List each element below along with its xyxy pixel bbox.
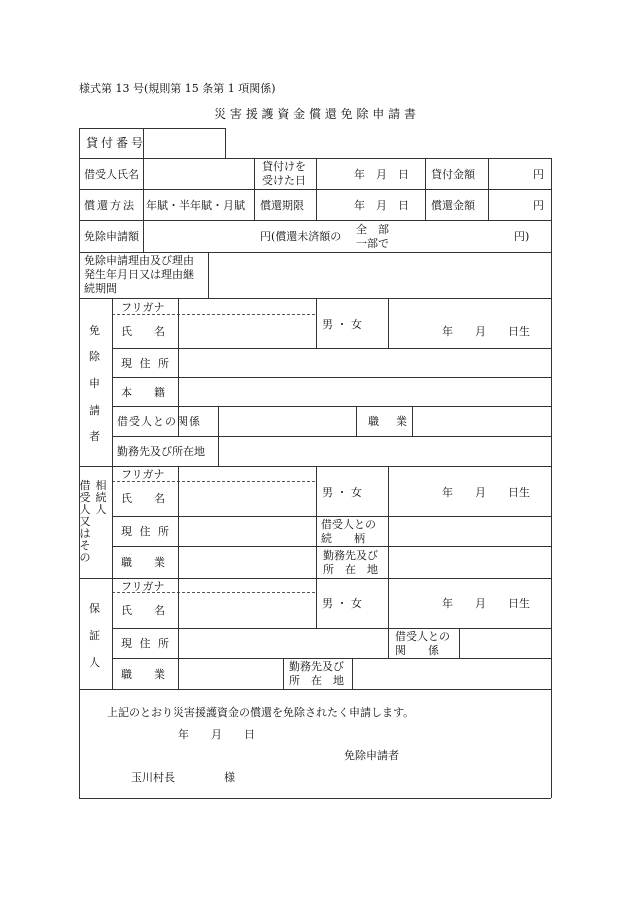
loan-date-value[interactable]: 年 月 日 bbox=[354, 168, 409, 181]
reason-field[interactable] bbox=[209, 253, 550, 297]
addressee: 玉川村長 bbox=[131, 771, 175, 784]
guarantor-occupation-field[interactable] bbox=[179, 659, 282, 688]
guarantor-workplace-label-2: 所 在 地 bbox=[289, 674, 344, 687]
heir-name-field[interactable] bbox=[179, 482, 315, 515]
applicant-name-label: 氏 名 bbox=[121, 325, 165, 338]
heir-name-label: 氏 名 bbox=[121, 492, 165, 505]
exemption-amount-text[interactable]: 円(償還未済額の bbox=[260, 230, 342, 243]
guarantor-relation-label-1: 借受人との bbox=[395, 630, 450, 643]
repay-method-value[interactable]: 年賦・半年賦・月賦 bbox=[146, 199, 245, 212]
loan-number-field[interactable] bbox=[144, 129, 224, 157]
guarantor-name-label: 氏 名 bbox=[121, 604, 165, 617]
form-title: 災 害 援 護 資 金 償 還 免 除 申 請 書 bbox=[214, 107, 416, 121]
applicant-workplace-field[interactable] bbox=[219, 437, 550, 465]
borrower-name-field[interactable] bbox=[144, 159, 253, 188]
heir-birth[interactable]: 年 月 日生 bbox=[442, 486, 530, 499]
borrower-name-label: 借受人氏名 bbox=[84, 168, 139, 181]
exemption-amount-close: 円) bbox=[514, 230, 530, 243]
heir-section-col-1: 借受人又はその bbox=[79, 479, 91, 564]
applicant-signature-label: 免除申請者 bbox=[344, 749, 399, 762]
guarantor-address-label: 現 住 所 bbox=[121, 637, 171, 650]
heir-gender[interactable]: 男 ・ 女 bbox=[322, 486, 362, 499]
applicant-gender[interactable]: 男 ・ 女 bbox=[322, 318, 362, 331]
guarantor-birth[interactable]: 年 月 日生 bbox=[442, 597, 530, 610]
statement: 上記のとおり災害援護資金の償還を免除されたく申請します。 bbox=[107, 706, 415, 719]
guarantor-name-field[interactable] bbox=[179, 593, 315, 627]
heir-occupation-field[interactable] bbox=[179, 547, 315, 577]
applicant-furigana-label: フリガナ bbox=[121, 301, 165, 314]
heir-relation-label-2: 続 柄 bbox=[321, 532, 365, 545]
loan-amount-label: 貸付金額 bbox=[431, 168, 475, 181]
applicant-occupation-label: 職 業 bbox=[368, 415, 410, 428]
reason-label-3: 続期間 bbox=[84, 282, 117, 295]
applicant-section-char-4: 請 bbox=[89, 404, 100, 417]
exemption-all-option[interactable]: 全 部 bbox=[356, 223, 389, 236]
applicant-occupation-field[interactable] bbox=[413, 407, 550, 435]
heir-address-field[interactable] bbox=[179, 517, 315, 545]
exemption-part-option[interactable]: 一部で bbox=[356, 237, 389, 250]
applicant-section-char-2: 除 bbox=[89, 350, 100, 363]
application-date[interactable]: 年 月 日 bbox=[178, 728, 255, 741]
guarantor-address-field[interactable] bbox=[179, 629, 387, 657]
applicant-address-label: 現 住 所 bbox=[121, 357, 171, 370]
applicant-name-field[interactable] bbox=[179, 315, 315, 347]
loan-date-label-1: 貸付けを bbox=[262, 160, 306, 173]
applicant-address-field[interactable] bbox=[179, 349, 550, 376]
repay-method-label: 償還方法 bbox=[84, 199, 136, 212]
repaid-amount-label: 償還金額 bbox=[431, 199, 475, 212]
form-number: 様式第 13 号(規則第 15 条第 1 項関係) bbox=[79, 82, 276, 95]
guarantor-section-char-1: 保 bbox=[89, 602, 100, 615]
repay-period-value[interactable]: 年 月 日 bbox=[354, 199, 409, 212]
applicant-section-char-5: 者 bbox=[89, 430, 100, 443]
guarantor-occupation-label: 職 業 bbox=[121, 668, 165, 681]
heir-address-label: 現 住 所 bbox=[121, 525, 171, 538]
heir-relation-label-1: 借受人との bbox=[321, 518, 376, 531]
reason-label-2: 発生年月日又は理由継 bbox=[84, 268, 194, 281]
guarantor-furigana-label: フリガナ bbox=[121, 580, 165, 593]
heir-workplace-label-2: 所 在 地 bbox=[323, 563, 378, 576]
heir-occupation-label: 職 業 bbox=[121, 556, 165, 569]
repaid-amount-yen[interactable]: 円 bbox=[533, 199, 544, 212]
heir-furigana-label: フリガナ bbox=[121, 468, 165, 481]
loan-number-label: 貸付番号 bbox=[86, 136, 147, 150]
heir-workplace-label-1: 勤務先及び bbox=[323, 549, 378, 562]
exemption-amount-label: 免除申請額 bbox=[84, 230, 139, 243]
applicant-section-char-3: 申 bbox=[89, 377, 100, 390]
guarantor-gender[interactable]: 男 ・ 女 bbox=[322, 597, 362, 610]
reason-label-1: 免除申請理由及び理由 bbox=[84, 254, 194, 267]
heir-section-col-2: 相 続 人 bbox=[95, 479, 118, 516]
repay-period-label: 償還期限 bbox=[260, 199, 304, 212]
guarantor-workplace-label-1: 勤務先及び bbox=[289, 660, 344, 673]
applicant-workplace-label: 勤務先及び所在地 bbox=[117, 445, 205, 458]
loan-amount-yen[interactable]: 円 bbox=[533, 168, 544, 181]
applicant-birth[interactable]: 年 月 日生 bbox=[442, 325, 530, 338]
guarantor-section-char-2: 証 bbox=[89, 629, 100, 642]
addressee-honorific: 様 bbox=[224, 771, 235, 784]
applicant-domicile-label: 本 籍 bbox=[121, 386, 165, 399]
guarantor-relation-label-2: 関 係 bbox=[395, 644, 439, 657]
applicant-domicile-field[interactable] bbox=[179, 378, 550, 405]
loan-date-label-2: 受けた日 bbox=[262, 174, 306, 187]
applicant-section-char-1: 免 bbox=[89, 324, 100, 337]
guarantor-section-char-3: 人 bbox=[89, 656, 100, 669]
applicant-relation-label: 借受人との関係 bbox=[117, 415, 201, 428]
